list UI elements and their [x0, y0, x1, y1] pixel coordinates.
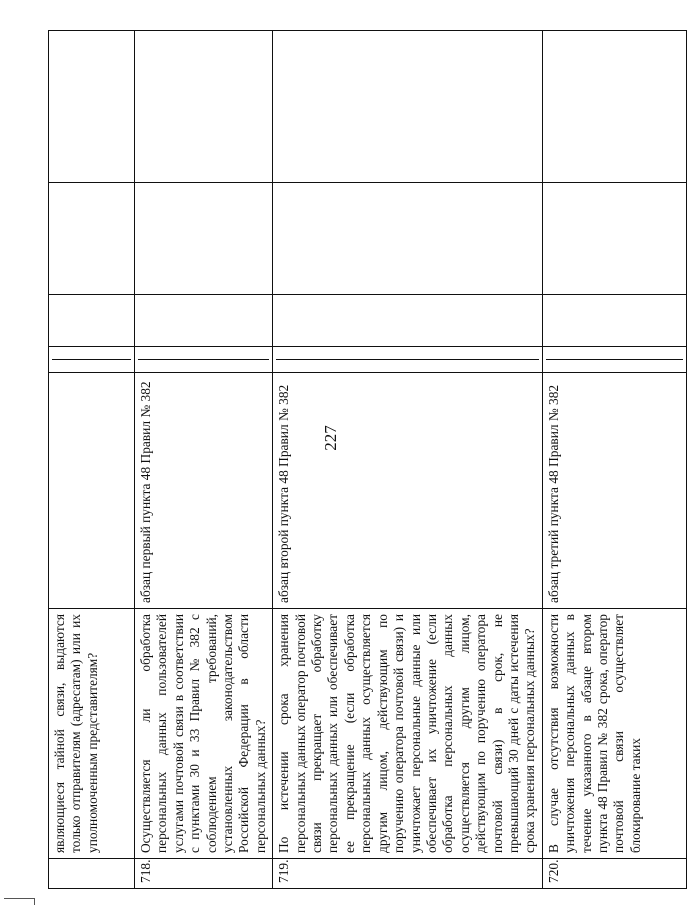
- legal-reference: [49, 373, 135, 609]
- answer-cell: [135, 347, 273, 373]
- table-row: [542, 31, 686, 889]
- page-number: 227: [321, 425, 340, 451]
- page-edge-mark: [4, 898, 35, 905]
- legal-reference: абзац второй пункта 48 Правил № 382: [273, 373, 543, 609]
- note-cell: [49, 31, 135, 183]
- note-cell: [273, 31, 543, 183]
- answer-cell: [542, 183, 686, 295]
- rotated-page-content: [48, 31, 643, 889]
- legal-reference: абзац третий пункта 48 Правил № 382: [542, 373, 686, 609]
- answer-cell: [542, 347, 686, 373]
- answer-cell: [49, 183, 135, 295]
- table-row: [273, 31, 543, 889]
- item-number: 718.: [135, 859, 273, 889]
- table-row: [135, 31, 273, 889]
- question-text: В случае отсутствия возможности уничтожения персональных данных в течение указанного в абзаце втором пункта 48 Правил № 382 срока, оператор почтовой связи осуществляет блокирование таких: [542, 609, 686, 859]
- question-text: По истечении срока хранения персональных данных оператор почтовой связи прекращает обработку персональных данных или обеспечивает ее прекращение (если обработка персональных данных осуществляется другим лицом, действующим по поручению оператора почтовой связи) и уничтожает персональные данные или обеспечивает их уничтожение (если обработка персональных данных осуществляется другим лицом, действующим по поручению оператора почтовой связи) в срок, не превышающий 30 дней с даты истечения срока хранения персональных данных?: [273, 609, 543, 859]
- item-number: 720.: [542, 859, 686, 889]
- answer-subcells: [52, 352, 131, 367]
- answer-cell: [273, 183, 543, 295]
- answer-cell: [135, 295, 273, 347]
- item-number: 719.: [273, 859, 543, 889]
- item-number: [49, 859, 135, 889]
- legal-reference: абзац первый пункта 48 Правил № 382: [135, 373, 273, 609]
- answer-subcells: [546, 352, 683, 367]
- note-cell: [542, 31, 686, 183]
- answer-subcells: [138, 352, 269, 367]
- table-row: [49, 31, 135, 889]
- note-cell: [135, 31, 273, 183]
- answer-cell: [135, 183, 273, 295]
- answer-cell: [542, 295, 686, 347]
- question-text: Осуществляется ли обработка персональных данных пользователей услугами почтовой связи в соответствии с пунктами 30 и 33 Правил № 382 с соблюдением требований, установленных законодательством Российской Федерации в области персональных данных?: [135, 609, 273, 859]
- question-text: являющиеся тайной связи, выдаются только отправителям (адресатам) или их уполномоченным представителям?: [49, 609, 135, 859]
- answer-subcells: [276, 352, 539, 367]
- checklist-table: [48, 30, 687, 889]
- answer-cell: [273, 295, 543, 347]
- answer-cell: [49, 295, 135, 347]
- answer-cell: [273, 347, 543, 373]
- answer-cell: [49, 347, 135, 373]
